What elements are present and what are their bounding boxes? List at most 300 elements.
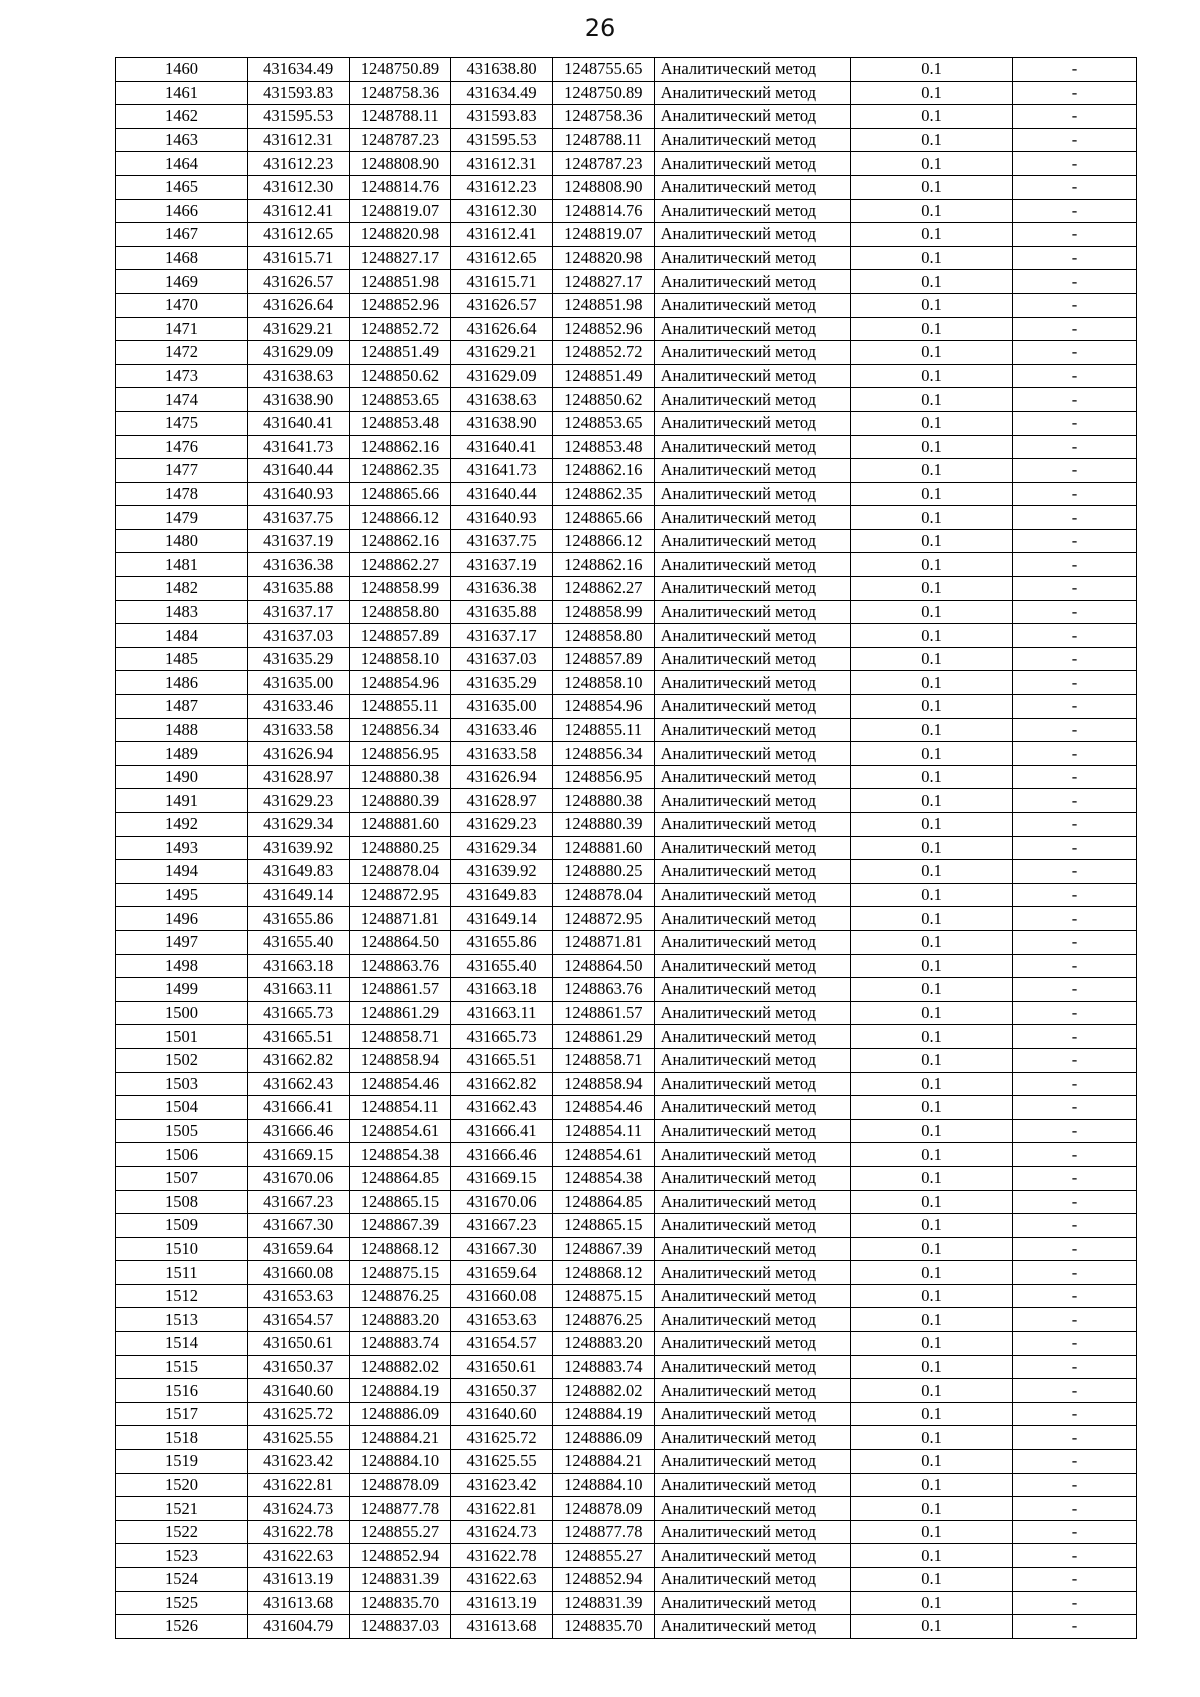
- point-number-cell: 1495: [116, 883, 248, 907]
- prev-y-coordinate-cell: 1248858.94: [552, 1072, 654, 1096]
- prev-x-coordinate-cell: 431666.46: [451, 1143, 553, 1167]
- accuracy-cell: 0.1: [850, 1166, 1012, 1190]
- prev-x-coordinate-cell: 431660.08: [451, 1284, 553, 1308]
- y-coordinate-cell: 1248856.95: [349, 742, 451, 766]
- x-coordinate-cell: 431665.73: [247, 1001, 349, 1025]
- y-coordinate-cell: 1248875.15: [349, 1261, 451, 1285]
- prev-x-coordinate-cell: 431612.31: [451, 152, 553, 176]
- x-coordinate-cell: 431622.63: [247, 1544, 349, 1568]
- x-coordinate-cell: 431663.11: [247, 978, 349, 1002]
- note-cell: -: [1013, 1591, 1137, 1615]
- method-cell: Аналитический метод: [654, 1497, 850, 1521]
- point-number-cell: 1519: [116, 1450, 248, 1474]
- table-row: [116, 293, 1137, 317]
- note-cell: -: [1013, 577, 1137, 601]
- table-row: [116, 246, 1137, 270]
- prev-y-coordinate-cell: 1248877.78: [552, 1520, 654, 1544]
- method-cell: Аналитический метод: [654, 246, 850, 270]
- table-row: [116, 695, 1137, 719]
- table-row: [116, 1072, 1137, 1096]
- prev-x-coordinate-cell: 431623.42: [451, 1473, 553, 1497]
- method-cell: Аналитический метод: [654, 1308, 850, 1332]
- table-row: [116, 1096, 1137, 1120]
- table-row: [116, 459, 1137, 483]
- prev-x-coordinate-cell: 431640.41: [451, 435, 553, 459]
- prev-x-coordinate-cell: 431622.63: [451, 1568, 553, 1592]
- x-coordinate-cell: 431612.23: [247, 152, 349, 176]
- table-row: [116, 199, 1137, 223]
- prev-y-coordinate-cell: 1248858.71: [552, 1048, 654, 1072]
- table-row: [116, 954, 1137, 978]
- method-cell: Аналитический метод: [654, 364, 850, 388]
- method-cell: Аналитический метод: [654, 81, 850, 105]
- prev-y-coordinate-cell: 1248861.29: [552, 1025, 654, 1049]
- method-cell: Аналитический метод: [654, 1426, 850, 1450]
- accuracy-cell: 0.1: [850, 1379, 1012, 1403]
- accuracy-cell: 0.1: [850, 883, 1012, 907]
- prev-y-coordinate-cell: 1248863.76: [552, 978, 654, 1002]
- prev-y-coordinate-cell: 1248750.89: [552, 81, 654, 105]
- x-coordinate-cell: 431626.64: [247, 293, 349, 317]
- note-cell: -: [1013, 1402, 1137, 1426]
- table-row: [116, 1497, 1137, 1521]
- y-coordinate-cell: 1248855.11: [349, 695, 451, 719]
- point-number-cell: 1501: [116, 1025, 248, 1049]
- y-coordinate-cell: 1248866.12: [349, 506, 451, 530]
- x-coordinate-cell: 431660.08: [247, 1261, 349, 1285]
- table-row: [116, 1332, 1137, 1356]
- note-cell: -: [1013, 1379, 1137, 1403]
- note-cell: -: [1013, 58, 1137, 82]
- method-cell: Аналитический метод: [654, 1284, 850, 1308]
- y-coordinate-cell: 1248835.70: [349, 1591, 451, 1615]
- note-cell: -: [1013, 482, 1137, 506]
- prev-y-coordinate-cell: 1248862.27: [552, 577, 654, 601]
- method-cell: Аналитический метод: [654, 1520, 850, 1544]
- note-cell: -: [1013, 1001, 1137, 1025]
- point-number-cell: 1502: [116, 1048, 248, 1072]
- x-coordinate-cell: 431653.63: [247, 1284, 349, 1308]
- prev-y-coordinate-cell: 1248855.27: [552, 1544, 654, 1568]
- prev-y-coordinate-cell: 1248884.21: [552, 1450, 654, 1474]
- point-number-cell: 1504: [116, 1096, 248, 1120]
- y-coordinate-cell: 1248880.38: [349, 765, 451, 789]
- point-number-cell: 1469: [116, 270, 248, 294]
- x-coordinate-cell: 431663.18: [247, 954, 349, 978]
- point-number-cell: 1462: [116, 105, 248, 129]
- prev-x-coordinate-cell: 431624.73: [451, 1520, 553, 1544]
- accuracy-cell: 0.1: [850, 1001, 1012, 1025]
- accuracy-cell: 0.1: [850, 600, 1012, 624]
- prev-y-coordinate-cell: 1248856.34: [552, 742, 654, 766]
- point-number-cell: 1517: [116, 1402, 248, 1426]
- note-cell: -: [1013, 1261, 1137, 1285]
- x-coordinate-cell: 431662.43: [247, 1072, 349, 1096]
- prev-x-coordinate-cell: 431622.81: [451, 1497, 553, 1521]
- method-cell: Аналитический метод: [654, 1237, 850, 1261]
- point-number-cell: 1511: [116, 1261, 248, 1285]
- table-row: [116, 1284, 1137, 1308]
- accuracy-cell: 0.1: [850, 1332, 1012, 1356]
- accuracy-cell: 0.1: [850, 1214, 1012, 1238]
- y-coordinate-cell: 1248877.78: [349, 1497, 451, 1521]
- y-coordinate-cell: 1248851.98: [349, 270, 451, 294]
- prev-x-coordinate-cell: 431641.73: [451, 459, 553, 483]
- method-cell: Аналитический метод: [654, 978, 850, 1002]
- prev-x-coordinate-cell: 431633.58: [451, 742, 553, 766]
- point-number-cell: 1497: [116, 930, 248, 954]
- x-coordinate-cell: 431624.73: [247, 1497, 349, 1521]
- prev-y-coordinate-cell: 1248851.98: [552, 293, 654, 317]
- method-cell: Аналитический метод: [654, 671, 850, 695]
- accuracy-cell: 0.1: [850, 695, 1012, 719]
- prev-x-coordinate-cell: 431612.41: [451, 223, 553, 247]
- y-coordinate-cell: 1248882.02: [349, 1355, 451, 1379]
- table-row: [116, 152, 1137, 176]
- accuracy-cell: 0.1: [850, 293, 1012, 317]
- y-coordinate-cell: 1248871.81: [349, 907, 451, 931]
- y-coordinate-cell: 1248884.19: [349, 1379, 451, 1403]
- accuracy-cell: 0.1: [850, 1048, 1012, 1072]
- accuracy-cell: 0.1: [850, 506, 1012, 530]
- x-coordinate-cell: 431593.83: [247, 81, 349, 105]
- accuracy-cell: 0.1: [850, 411, 1012, 435]
- x-coordinate-cell: 431640.60: [247, 1379, 349, 1403]
- y-coordinate-cell: 1248876.25: [349, 1284, 451, 1308]
- prev-x-coordinate-cell: 431662.82: [451, 1072, 553, 1096]
- note-cell: -: [1013, 883, 1137, 907]
- note-cell: -: [1013, 1615, 1137, 1639]
- y-coordinate-cell: 1248857.89: [349, 624, 451, 648]
- accuracy-cell: 0.1: [850, 954, 1012, 978]
- prev-x-coordinate-cell: 431612.23: [451, 175, 553, 199]
- x-coordinate-cell: 431629.34: [247, 813, 349, 837]
- prev-y-coordinate-cell: 1248788.11: [552, 128, 654, 152]
- x-coordinate-cell: 431629.09: [247, 341, 349, 365]
- accuracy-cell: 0.1: [850, 128, 1012, 152]
- point-number-cell: 1474: [116, 388, 248, 412]
- x-coordinate-cell: 431613.68: [247, 1591, 349, 1615]
- method-cell: Аналитический метод: [654, 1473, 850, 1497]
- table-row: [116, 1308, 1137, 1332]
- note-cell: -: [1013, 175, 1137, 199]
- prev-y-coordinate-cell: 1248883.74: [552, 1355, 654, 1379]
- note-cell: -: [1013, 695, 1137, 719]
- accuracy-cell: 0.1: [850, 1450, 1012, 1474]
- prev-y-coordinate-cell: 1248871.81: [552, 930, 654, 954]
- point-number-cell: 1514: [116, 1332, 248, 1356]
- x-coordinate-cell: 431640.41: [247, 411, 349, 435]
- x-coordinate-cell: 431669.15: [247, 1143, 349, 1167]
- prev-x-coordinate-cell: 431625.55: [451, 1450, 553, 1474]
- point-number-cell: 1512: [116, 1284, 248, 1308]
- y-coordinate-cell: 1248865.15: [349, 1190, 451, 1214]
- note-cell: -: [1013, 199, 1137, 223]
- prev-y-coordinate-cell: 1248835.70: [552, 1615, 654, 1639]
- point-number-cell: 1461: [116, 81, 248, 105]
- prev-y-coordinate-cell: 1248864.85: [552, 1190, 654, 1214]
- table-row: [116, 341, 1137, 365]
- point-number-cell: 1525: [116, 1591, 248, 1615]
- table-row: [116, 647, 1137, 671]
- y-coordinate-cell: 1248750.89: [349, 58, 451, 82]
- x-coordinate-cell: 431637.03: [247, 624, 349, 648]
- table-row: [116, 388, 1137, 412]
- method-cell: Аналитический метод: [654, 459, 850, 483]
- y-coordinate-cell: 1248854.96: [349, 671, 451, 695]
- accuracy-cell: 0.1: [850, 364, 1012, 388]
- method-cell: Аналитический метод: [654, 553, 850, 577]
- table-row: [116, 789, 1137, 813]
- method-cell: Аналитический метод: [654, 1544, 850, 1568]
- accuracy-cell: 0.1: [850, 718, 1012, 742]
- table-row: [116, 907, 1137, 931]
- x-coordinate-cell: 431623.42: [247, 1450, 349, 1474]
- point-number-cell: 1496: [116, 907, 248, 931]
- prev-y-coordinate-cell: 1248867.39: [552, 1237, 654, 1261]
- note-cell: -: [1013, 553, 1137, 577]
- y-coordinate-cell: 1248853.65: [349, 388, 451, 412]
- table-row: [116, 1450, 1137, 1474]
- method-cell: Аналитический метод: [654, 293, 850, 317]
- prev-y-coordinate-cell: 1248853.65: [552, 411, 654, 435]
- prev-x-coordinate-cell: 431634.49: [451, 81, 553, 105]
- y-coordinate-cell: 1248852.94: [349, 1544, 451, 1568]
- point-number-cell: 1510: [116, 1237, 248, 1261]
- x-coordinate-cell: 431638.90: [247, 388, 349, 412]
- method-cell: Аналитический метод: [654, 482, 850, 506]
- method-cell: Аналитический метод: [654, 317, 850, 341]
- x-coordinate-cell: 431622.81: [247, 1473, 349, 1497]
- accuracy-cell: 0.1: [850, 836, 1012, 860]
- note-cell: -: [1013, 1048, 1137, 1072]
- method-cell: Аналитический метод: [654, 1025, 850, 1049]
- point-number-cell: 1471: [116, 317, 248, 341]
- point-number-cell: 1487: [116, 695, 248, 719]
- prev-x-coordinate-cell: 431659.64: [451, 1261, 553, 1285]
- note-cell: -: [1013, 388, 1137, 412]
- table-row: [116, 1591, 1137, 1615]
- accuracy-cell: 0.1: [850, 742, 1012, 766]
- note-cell: -: [1013, 1166, 1137, 1190]
- method-cell: Аналитический метод: [654, 647, 850, 671]
- x-coordinate-cell: 431637.17: [247, 600, 349, 624]
- prev-y-coordinate-cell: 1248850.62: [552, 388, 654, 412]
- table-row: [116, 529, 1137, 553]
- prev-x-coordinate-cell: 431626.64: [451, 317, 553, 341]
- method-cell: Аналитический метод: [654, 1615, 850, 1639]
- point-number-cell: 1526: [116, 1615, 248, 1639]
- prev-y-coordinate-cell: 1248855.11: [552, 718, 654, 742]
- prev-x-coordinate-cell: 431637.17: [451, 624, 553, 648]
- point-number-cell: 1460: [116, 58, 248, 82]
- accuracy-cell: 0.1: [850, 1544, 1012, 1568]
- prev-x-coordinate-cell: 431638.90: [451, 411, 553, 435]
- prev-x-coordinate-cell: 431628.97: [451, 789, 553, 813]
- note-cell: -: [1013, 435, 1137, 459]
- prev-y-coordinate-cell: 1248854.11: [552, 1119, 654, 1143]
- note-cell: -: [1013, 954, 1137, 978]
- point-number-cell: 1481: [116, 553, 248, 577]
- prev-x-coordinate-cell: 431626.94: [451, 765, 553, 789]
- accuracy-cell: 0.1: [850, 246, 1012, 270]
- note-cell: -: [1013, 529, 1137, 553]
- x-coordinate-cell: 431629.21: [247, 317, 349, 341]
- y-coordinate-cell: 1248854.46: [349, 1072, 451, 1096]
- prev-x-coordinate-cell: 431650.61: [451, 1355, 553, 1379]
- x-coordinate-cell: 431666.41: [247, 1096, 349, 1120]
- table-row: [116, 860, 1137, 884]
- x-coordinate-cell: 431633.58: [247, 718, 349, 742]
- method-cell: Аналитический метод: [654, 836, 850, 860]
- y-coordinate-cell: 1248858.94: [349, 1048, 451, 1072]
- point-number-cell: 1509: [116, 1214, 248, 1238]
- point-number-cell: 1507: [116, 1166, 248, 1190]
- table-row: [116, 105, 1137, 129]
- accuracy-cell: 0.1: [850, 152, 1012, 176]
- x-coordinate-cell: 431638.63: [247, 364, 349, 388]
- point-number-cell: 1468: [116, 246, 248, 270]
- table-row: [116, 1119, 1137, 1143]
- page-number: 26: [584, 14, 616, 42]
- method-cell: Аналитический метод: [654, 199, 850, 223]
- table-row: [116, 718, 1137, 742]
- method-cell: Аналитический метод: [654, 58, 850, 82]
- y-coordinate-cell: 1248862.27: [349, 553, 451, 577]
- x-coordinate-cell: 431637.19: [247, 529, 349, 553]
- method-cell: Аналитический метод: [654, 1166, 850, 1190]
- prev-x-coordinate-cell: 431653.63: [451, 1308, 553, 1332]
- prev-x-coordinate-cell: 431669.15: [451, 1166, 553, 1190]
- accuracy-cell: 0.1: [850, 317, 1012, 341]
- table-row: [116, 317, 1137, 341]
- note-cell: -: [1013, 742, 1137, 766]
- prev-y-coordinate-cell: 1248854.38: [552, 1166, 654, 1190]
- prev-y-coordinate-cell: 1248758.36: [552, 105, 654, 129]
- table-row: [116, 1568, 1137, 1592]
- y-coordinate-cell: 1248862.35: [349, 459, 451, 483]
- prev-x-coordinate-cell: 431612.65: [451, 246, 553, 270]
- method-cell: Аналитический метод: [654, 742, 850, 766]
- prev-y-coordinate-cell: 1248880.25: [552, 860, 654, 884]
- note-cell: -: [1013, 1450, 1137, 1474]
- table-row: [116, 506, 1137, 530]
- accuracy-cell: 0.1: [850, 1426, 1012, 1450]
- y-coordinate-cell: 1248854.11: [349, 1096, 451, 1120]
- method-cell: Аналитический метод: [654, 718, 850, 742]
- prev-y-coordinate-cell: 1248808.90: [552, 175, 654, 199]
- method-cell: Аналитический метод: [654, 1568, 850, 1592]
- x-coordinate-cell: 431626.94: [247, 742, 349, 766]
- accuracy-cell: 0.1: [850, 930, 1012, 954]
- prev-y-coordinate-cell: 1248858.80: [552, 624, 654, 648]
- method-cell: Аналитический метод: [654, 1332, 850, 1356]
- point-number-cell: 1520: [116, 1473, 248, 1497]
- prev-x-coordinate-cell: 431670.06: [451, 1190, 553, 1214]
- point-number-cell: 1518: [116, 1426, 248, 1450]
- method-cell: Аналитический метод: [654, 105, 850, 129]
- table-row: [116, 813, 1137, 837]
- table-row: [116, 577, 1137, 601]
- prev-y-coordinate-cell: 1248861.57: [552, 1001, 654, 1025]
- prev-x-coordinate-cell: 431629.34: [451, 836, 553, 860]
- table-row: [116, 930, 1137, 954]
- y-coordinate-cell: 1248864.85: [349, 1166, 451, 1190]
- x-coordinate-cell: 431637.75: [247, 506, 349, 530]
- prev-y-coordinate-cell: 1248854.61: [552, 1143, 654, 1167]
- prev-x-coordinate-cell: 431637.03: [451, 647, 553, 671]
- x-coordinate-cell: 431635.88: [247, 577, 349, 601]
- prev-x-coordinate-cell: 431629.09: [451, 364, 553, 388]
- method-cell: Аналитический метод: [654, 789, 850, 813]
- table-row: [116, 1426, 1137, 1450]
- table-row: [116, 1190, 1137, 1214]
- y-coordinate-cell: 1248827.17: [349, 246, 451, 270]
- accuracy-cell: 0.1: [850, 1308, 1012, 1332]
- point-number-cell: 1491: [116, 789, 248, 813]
- note-cell: -: [1013, 1119, 1137, 1143]
- table-row: [116, 270, 1137, 294]
- x-coordinate-cell: 431625.72: [247, 1402, 349, 1426]
- note-cell: -: [1013, 1096, 1137, 1120]
- method-cell: Аналитический метод: [654, 600, 850, 624]
- method-cell: Аналитический метод: [654, 695, 850, 719]
- prev-y-coordinate-cell: 1248852.96: [552, 317, 654, 341]
- point-number-cell: 1473: [116, 364, 248, 388]
- prev-x-coordinate-cell: 431635.00: [451, 695, 553, 719]
- accuracy-cell: 0.1: [850, 907, 1012, 931]
- x-coordinate-cell: 431628.97: [247, 765, 349, 789]
- table-row: [116, 223, 1137, 247]
- table-row: [116, 836, 1137, 860]
- prev-x-coordinate-cell: 431663.11: [451, 1001, 553, 1025]
- accuracy-cell: 0.1: [850, 647, 1012, 671]
- method-cell: Аналитический метод: [654, 223, 850, 247]
- y-coordinate-cell: 1248862.16: [349, 529, 451, 553]
- accuracy-cell: 0.1: [850, 81, 1012, 105]
- prev-y-coordinate-cell: 1248858.99: [552, 600, 654, 624]
- y-coordinate-cell: 1248758.36: [349, 81, 451, 105]
- note-cell: -: [1013, 105, 1137, 129]
- accuracy-cell: 0.1: [850, 1143, 1012, 1167]
- note-cell: -: [1013, 718, 1137, 742]
- x-coordinate-cell: 431654.57: [247, 1308, 349, 1332]
- point-number-cell: 1478: [116, 482, 248, 506]
- table-row: [116, 765, 1137, 789]
- prev-x-coordinate-cell: 431638.63: [451, 388, 553, 412]
- note-cell: -: [1013, 293, 1137, 317]
- note-cell: -: [1013, 128, 1137, 152]
- prev-y-coordinate-cell: 1248853.48: [552, 435, 654, 459]
- prev-x-coordinate-cell: 431638.80: [451, 58, 553, 82]
- table-row: [116, 883, 1137, 907]
- y-coordinate-cell: 1248808.90: [349, 152, 451, 176]
- prev-x-coordinate-cell: 431640.44: [451, 482, 553, 506]
- method-cell: Аналитический метод: [654, 1591, 850, 1615]
- accuracy-cell: 0.1: [850, 1473, 1012, 1497]
- note-cell: -: [1013, 1544, 1137, 1568]
- method-cell: Аналитический метод: [654, 813, 850, 837]
- point-number-cell: 1464: [116, 152, 248, 176]
- prev-y-coordinate-cell: 1248878.04: [552, 883, 654, 907]
- accuracy-cell: 0.1: [850, 482, 1012, 506]
- accuracy-cell: 0.1: [850, 58, 1012, 82]
- point-number-cell: 1524: [116, 1568, 248, 1592]
- accuracy-cell: 0.1: [850, 1497, 1012, 1521]
- prev-y-coordinate-cell: 1248755.65: [552, 58, 654, 82]
- x-coordinate-cell: 431649.83: [247, 860, 349, 884]
- prev-y-coordinate-cell: 1248819.07: [552, 223, 654, 247]
